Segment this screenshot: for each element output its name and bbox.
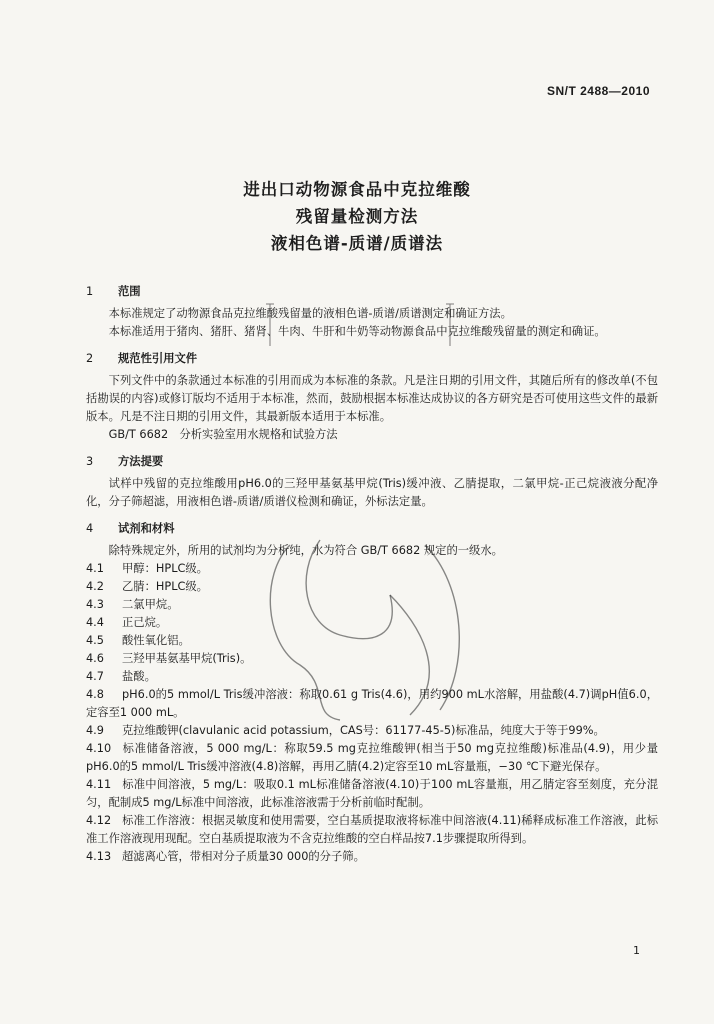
- section-number: 3: [86, 455, 94, 468]
- item-text: 酸性氧化铝。: [122, 634, 190, 647]
- list-item: [86, 848, 658, 866]
- item-text: 标准中间溶液，5 mg/L：吸取0.1 mL标准储备溶液(4.10)于100 mL容量瓶，用乙腈定容至刻度，充分混匀，配制成5 mg/L标准中间溶液，此标准溶液需于分析前临时配制。: [86, 778, 658, 809]
- item-text: 二氯甲烷。: [122, 598, 179, 611]
- document-title: [0, 176, 714, 257]
- item-number: 4.9: [86, 724, 104, 737]
- section-normative-references: [86, 350, 658, 444]
- item-number: 4.6: [86, 652, 104, 665]
- item-number: 4.3: [86, 598, 104, 611]
- reagent-list: [86, 560, 658, 866]
- item-number: 4.10: [86, 742, 112, 755]
- list-item: [86, 740, 658, 776]
- list-item: [86, 614, 658, 632]
- paragraph: 除特殊规定外，所用的试剂均为分析纯，水为符合 GB/T 6682 规定的一级水。: [108, 544, 503, 557]
- title-line-1: 进出口动物源食品中克拉维酸: [243, 180, 471, 199]
- document-body: [86, 283, 658, 866]
- paragraph: 本标准规定了动物源食品克拉维酸残留量的液相色谱-质谱/质谱测定和确证方法。: [108, 307, 512, 320]
- item-text: 盐酸。: [122, 670, 156, 683]
- item-text: pH6.0的5 mmol/L Tris缓冲溶液：称取0.61 g Tris(4.6)，用约900 mL水溶解，用盐酸(4.7)调pH值6.0，定容至1 000 mL。: [86, 688, 658, 719]
- title-line-2: 残留量检测方法: [295, 207, 419, 226]
- list-item: [86, 560, 658, 578]
- item-number: 4.7: [86, 670, 104, 683]
- item-number: 4.11: [86, 778, 112, 791]
- section-title: 方法提要: [118, 455, 164, 468]
- section-scope: [86, 283, 658, 341]
- section-method-principle: [86, 453, 658, 511]
- section-heading: [86, 350, 658, 368]
- item-number: 4.13: [86, 850, 112, 863]
- section-heading: [86, 283, 658, 301]
- item-text: 甲醇：HPLC级。: [122, 562, 208, 575]
- section-title: 范围: [118, 285, 141, 298]
- section-reagents: [86, 520, 658, 866]
- reference-entry: GB/T 6682 分析实验室用水规格和试验方法: [108, 428, 338, 441]
- paragraph: 试样中残留的克拉维酸用pH6.0的三羟甲基氨基甲烷(Tris)缓冲液、乙腈提取，二氯甲烷-正己烷液液分配净化，分子筛超滤，用液相色谱-质谱/质谱仪检测和确证，外标法定量。: [86, 477, 658, 508]
- title-line-3: 液相色谱-质谱/质谱法: [270, 234, 444, 253]
- section-number: 2: [86, 352, 94, 365]
- section-heading: [86, 453, 658, 471]
- item-text: 标准工作溶液：根据灵敏度和使用需要，空白基质提取液将标准中间溶液(4.11)稀释成标准工作溶液，此标准工作溶液现用现配。空白基质提取液为不含克拉维酸的空白样品按7.1步骤提取所得到。: [86, 814, 658, 845]
- list-item: [86, 722, 658, 740]
- item-text: 超滤离心管，带相对分子质量30 000的分子筛。: [122, 850, 365, 863]
- section-number: 1: [86, 285, 94, 298]
- item-number: 4.4: [86, 616, 104, 629]
- item-number: 4.8: [86, 688, 104, 701]
- standard-number: SN/T 2488—2010: [546, 84, 650, 98]
- item-number: 4.12: [86, 814, 112, 827]
- list-item: [86, 668, 658, 686]
- list-item: [86, 596, 658, 614]
- item-text: 乙腈：HPLC级。: [122, 580, 208, 593]
- list-item: [86, 650, 658, 668]
- section-number: 4: [86, 522, 94, 535]
- item-text: 克拉维酸钾(clavulanic acid potassium，CAS号：61177-45-5)标准品，纯度大于等于99%。: [122, 724, 605, 737]
- list-item: [86, 632, 658, 650]
- paragraph: 本标准适用于猪肉、猪肝、猪肾、牛肉、牛肝和牛奶等动物源食品中克拉维酸残留量的测定和确证。: [108, 325, 606, 338]
- item-text: 三羟甲基氨基甲烷(Tris)。: [122, 652, 252, 665]
- item-number: 4.5: [86, 634, 104, 647]
- section-heading: [86, 520, 658, 538]
- paragraph: 下列文件中的条款通过本标准的引用而成为本标准的条款。凡是注日期的引用文件，其随后所有的修改单(不包括勘误的内容)或修订版均不适用于本标准，然而，鼓励根据本标准达成协议的各方研究是否可使用这些文件的最新版本。凡是不注日期的引用文件，其最新版本适用于本标准。: [86, 374, 658, 423]
- item-number: 4.1: [86, 562, 104, 575]
- section-title: 试剂和材料: [118, 522, 175, 535]
- section-title: 规范性引用文件: [118, 352, 198, 365]
- list-item: [86, 776, 658, 812]
- list-item: [86, 686, 658, 722]
- item-text: 正己烷。: [122, 616, 168, 629]
- page-number: 1: [633, 944, 640, 957]
- list-item: [86, 812, 658, 848]
- item-text: 标准储备溶液，5 000 mg/L：称取59.5 mg克拉维酸钾(相当于50 mg克拉维酸)标准品(4.9)，用少量pH6.0的5 mmol/L Tris缓冲溶液(4.8)溶解，再用乙腈(4.2)定容至10 mL容量瓶，−30 ℃下避光保存。: [86, 742, 658, 773]
- list-item: [86, 578, 658, 596]
- item-number: 4.2: [86, 580, 104, 593]
